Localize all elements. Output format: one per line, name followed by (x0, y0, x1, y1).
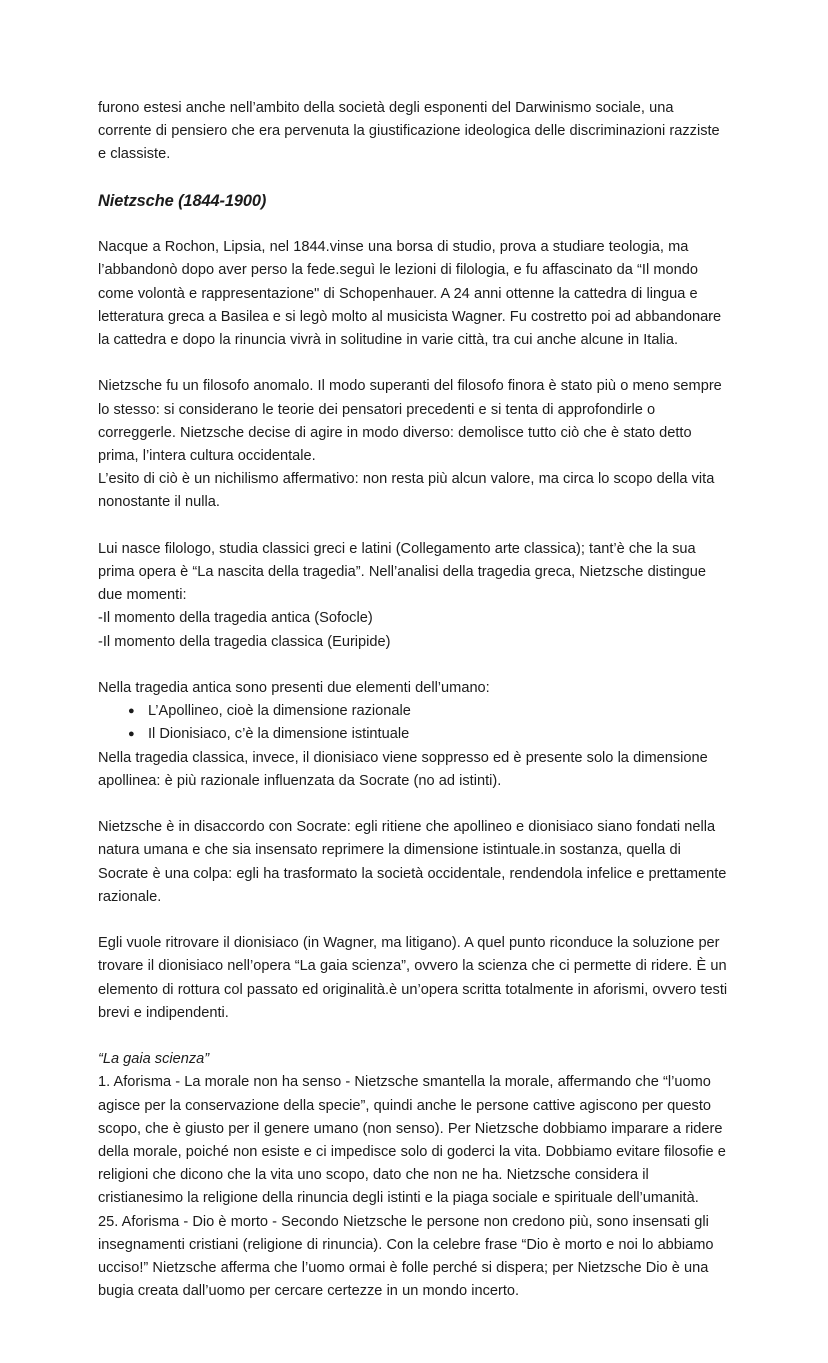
aphorism-25-paragraph: 25. Aforisma - Dio è morto - Secondo Nietzsche le persone non credono più, sono insensati gli insegnamenti cristiani (religione di rinuncia). Con la celebre frase “Dio è morto e noi lo abbiamo ucciso!” Nietzsche afferma che l’uomo ormai è folle perché si dispera; per Nietzsche Dio è una bugia creata dall’uomo per cercare certezze in un mondo incerto. (98, 1213, 714, 1300)
list-item (98, 723, 728, 746)
intro-paragraph: furono estesi anche nell’ambito della società degli esponenti del Darwinismo sociale, una corrente di pensiero che era pervenuta la giustificazione ideologica delle discriminazioni razziste e classiste. (98, 100, 720, 163)
nihilism-paragraph: L’esito di ciò è un nichilismo affermativo: non resta più alcun valore, ma circa lo scopo della vita nonostante il nulla. (98, 471, 715, 511)
paragraph-spacer (98, 793, 728, 816)
paragraph-spacer (98, 167, 728, 190)
anomalous-philosopher-paragraph: Nietzsche fu un filosofo anomalo. Il modo superanti del filosofo finora è stato più o meno sempre lo stesso: si considerano le teorie dei pensatori precedenti e si tenta di approfondirle o correggerle. Nietzsche decise di agire in modo diverso: demolisce tutto ciò che è stato detto prima, l’intera cultura occidentale. (98, 378, 722, 464)
aphorism-1-paragraph: 1. Aforisma - La morale non ha senso - Nietzsche smantella la morale, affermando che “l’uomo agisce per la conservazione della specie”, quindi anche le persone cattive agiscono per questo scopo, che è giusto per il genere umano (non senso). Per Nietzsche dobbiamo imparare a ridere della morale, poiché non esiste e ci impedisce solo di goderci la vita. Dobbiamo evitare filosofie e religioni che dicono che la vita uno scopo, dato che non ne ha. Nietzsche considera il cristianesimo la religione della rinuncia degli istinti e la piaga sociale e spirituale dell’umanità. (98, 1074, 726, 1207)
paragraph-spacer (98, 654, 728, 677)
paragraph-spacer (98, 352, 728, 375)
ancient-tragedy-intro: Nella tragedia antica sono presenti due elementi dell’umano: (98, 680, 490, 696)
page-title: Nietzsche (1844-1900) (98, 191, 267, 210)
document-body (98, 97, 728, 1303)
list-item-label: Il Dionisiaco, c’è la dimensione istintuale (148, 726, 410, 743)
tragedy-moment-classical: -Il momento della tragedia classica (Euripide) (98, 633, 391, 650)
paragraph-spacer (98, 1025, 728, 1048)
bullet-icon: ● (128, 728, 135, 741)
paragraph-spacer (98, 909, 728, 932)
gaia-scienza-subheading: “La gaia scienza” (98, 1051, 210, 1068)
tragedy-moment-ancient: -Il momento della tragedia antica (Sofocle) (98, 610, 373, 627)
classical-tragedy-paragraph: Nella tragedia classica, invece, il dionisiaco viene soppresso ed è presente solo la dimensione apollinea: è più razionale influenzata da Socrate (no ad istinti). (98, 749, 708, 789)
philology-paragraph: Lui nasce filologo, studia classici greci e latini (Collegamento arte classica); tant’è che la sua prima opera è “La nascita della tragedia”. Nell’analisi della tragedia greca, Nietzsche distingue due momenti: (98, 540, 706, 604)
list-item (98, 700, 728, 723)
paragraph-spacer (98, 213, 728, 236)
gaia-scienza-paragraph: Egli vuole ritrovare il dionisiaco (in Wagner, ma litigano). A quel punto riconduce la soluzione per trovare il dionisiaco nell’opera “La gaia scienza”, ovvero la scienza che ci permette di ridere. È un elemento di rottura col passato ed originalità.è un’opera scritta totalmente in aforismi, ovvero testi brevi e indipendenti. (98, 935, 728, 1021)
human-elements-list (98, 700, 728, 746)
paragraph-spacer (98, 515, 728, 538)
bullet-icon: ● (128, 705, 135, 718)
biography-paragraph: Nacque a Rochon, Lipsia, nel 1844.vinse una borsa di studio, prova a studiare teologia, ma l’abbandonò dopo aver perso la fede.seguì le lezioni di filologia, e fu affascinato da “Il mondo come volontà e rappresentazione" di Schopenhauer. A 24 anni ottenne la cattedra di lingua e letteratura greca a Basilea e si legò molto al musicista Wagner. Fu costretto poi ad abbandonare la cattedra e dopo la rinuncia vivrà in solitudine in varie città, tra cui anche alcune in Italia. (98, 239, 722, 348)
list-item-label: L’Apollineo, cioè la dimensione razionale (148, 703, 411, 720)
socrates-paragraph: Nietzsche è in disaccordo con Socrate: egli ritiene che apollineo e dionisiaco siano fondati nella natura umana e che sia insensato reprimere la dimensione istintuale.in sostanza, quella di Socrate è una colpa: egli ha trasformato la società occidentale, rendendola infelice e prettamente razionale. (98, 819, 727, 905)
